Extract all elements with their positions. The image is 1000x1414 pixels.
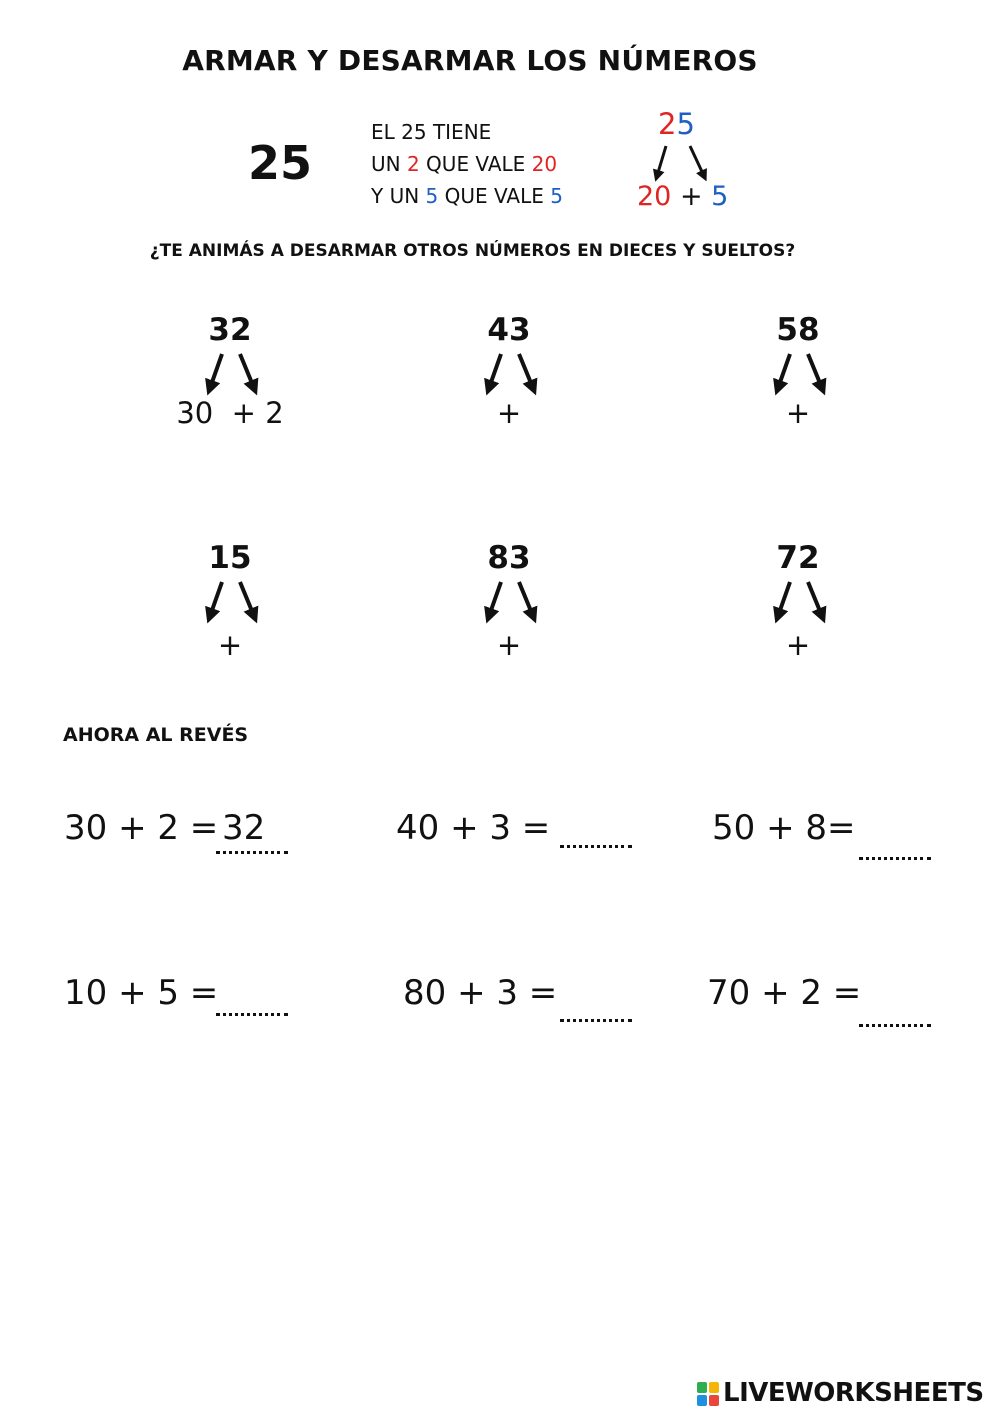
tree-number: 83 xyxy=(487,540,531,576)
liveworksheets-logo-text: LIVEWORKSHEETS xyxy=(723,1378,984,1408)
tree-decomposition: + xyxy=(785,396,811,430)
answer-blank-line[interactable] xyxy=(216,851,288,854)
tree-decomposition: + xyxy=(785,628,811,662)
tree-number: 72 xyxy=(776,540,820,576)
equation-expression: 70 + 2 = xyxy=(707,973,862,1013)
answer-blank-line[interactable] xyxy=(859,857,931,860)
tree-decomposition: 30 + 2 xyxy=(176,396,284,430)
equation-expression: 30 + 2 = xyxy=(64,808,219,848)
example-explanation xyxy=(371,116,563,212)
equation-expression: 80 + 3 = xyxy=(403,973,558,1013)
section-title-reverse: AHORA AL REVÉS xyxy=(63,724,249,746)
example-tens-digit: 2 xyxy=(658,107,677,141)
liveworksheets-logo xyxy=(697,1376,997,1412)
answer-blank-line[interactable] xyxy=(859,1024,931,1027)
answer-blank-line[interactable] xyxy=(560,1019,632,1022)
liveworksheets-logo-icon xyxy=(697,1382,719,1406)
explanation-line-1: EL 25 TIENE xyxy=(371,120,492,144)
tree-number: 32 xyxy=(208,312,252,348)
question-instruction: ¿TE ANIMÁS A DESARMAR OTROS NÚMEROS EN DIECES Y SUELTOS? xyxy=(149,241,796,261)
tree-decomposition: + xyxy=(496,628,522,662)
answer-blank-line[interactable] xyxy=(216,1013,288,1016)
equation-expression: 10 + 5 = xyxy=(64,973,219,1013)
equation-expression: 40 + 3 = xyxy=(396,808,551,848)
explanation-line-3: Y UN 5 QUE VALE 5 xyxy=(371,184,563,208)
tree-number: 15 xyxy=(208,540,252,576)
answer-blank-line[interactable] xyxy=(560,845,632,848)
example-tree-number xyxy=(658,107,695,141)
page-title: ARMAR Y DESARMAR LOS NÚMEROS xyxy=(182,44,758,77)
tree-decomposition: + xyxy=(217,628,243,662)
equation-answer[interactable]: 32 xyxy=(222,808,266,848)
example-decomposition: 20 + 5 xyxy=(637,181,729,212)
tree-number: 58 xyxy=(776,312,820,348)
tree-number: 43 xyxy=(487,312,531,348)
example-units-digit: 5 xyxy=(676,107,695,141)
tree-decomposition: + xyxy=(496,396,522,430)
example-arrows-icon xyxy=(646,142,722,186)
equation-expression: 50 + 8= xyxy=(712,808,856,848)
example-number: 25 xyxy=(248,136,313,190)
explanation-line-2: UN 2 QUE VALE 20 xyxy=(371,152,558,176)
